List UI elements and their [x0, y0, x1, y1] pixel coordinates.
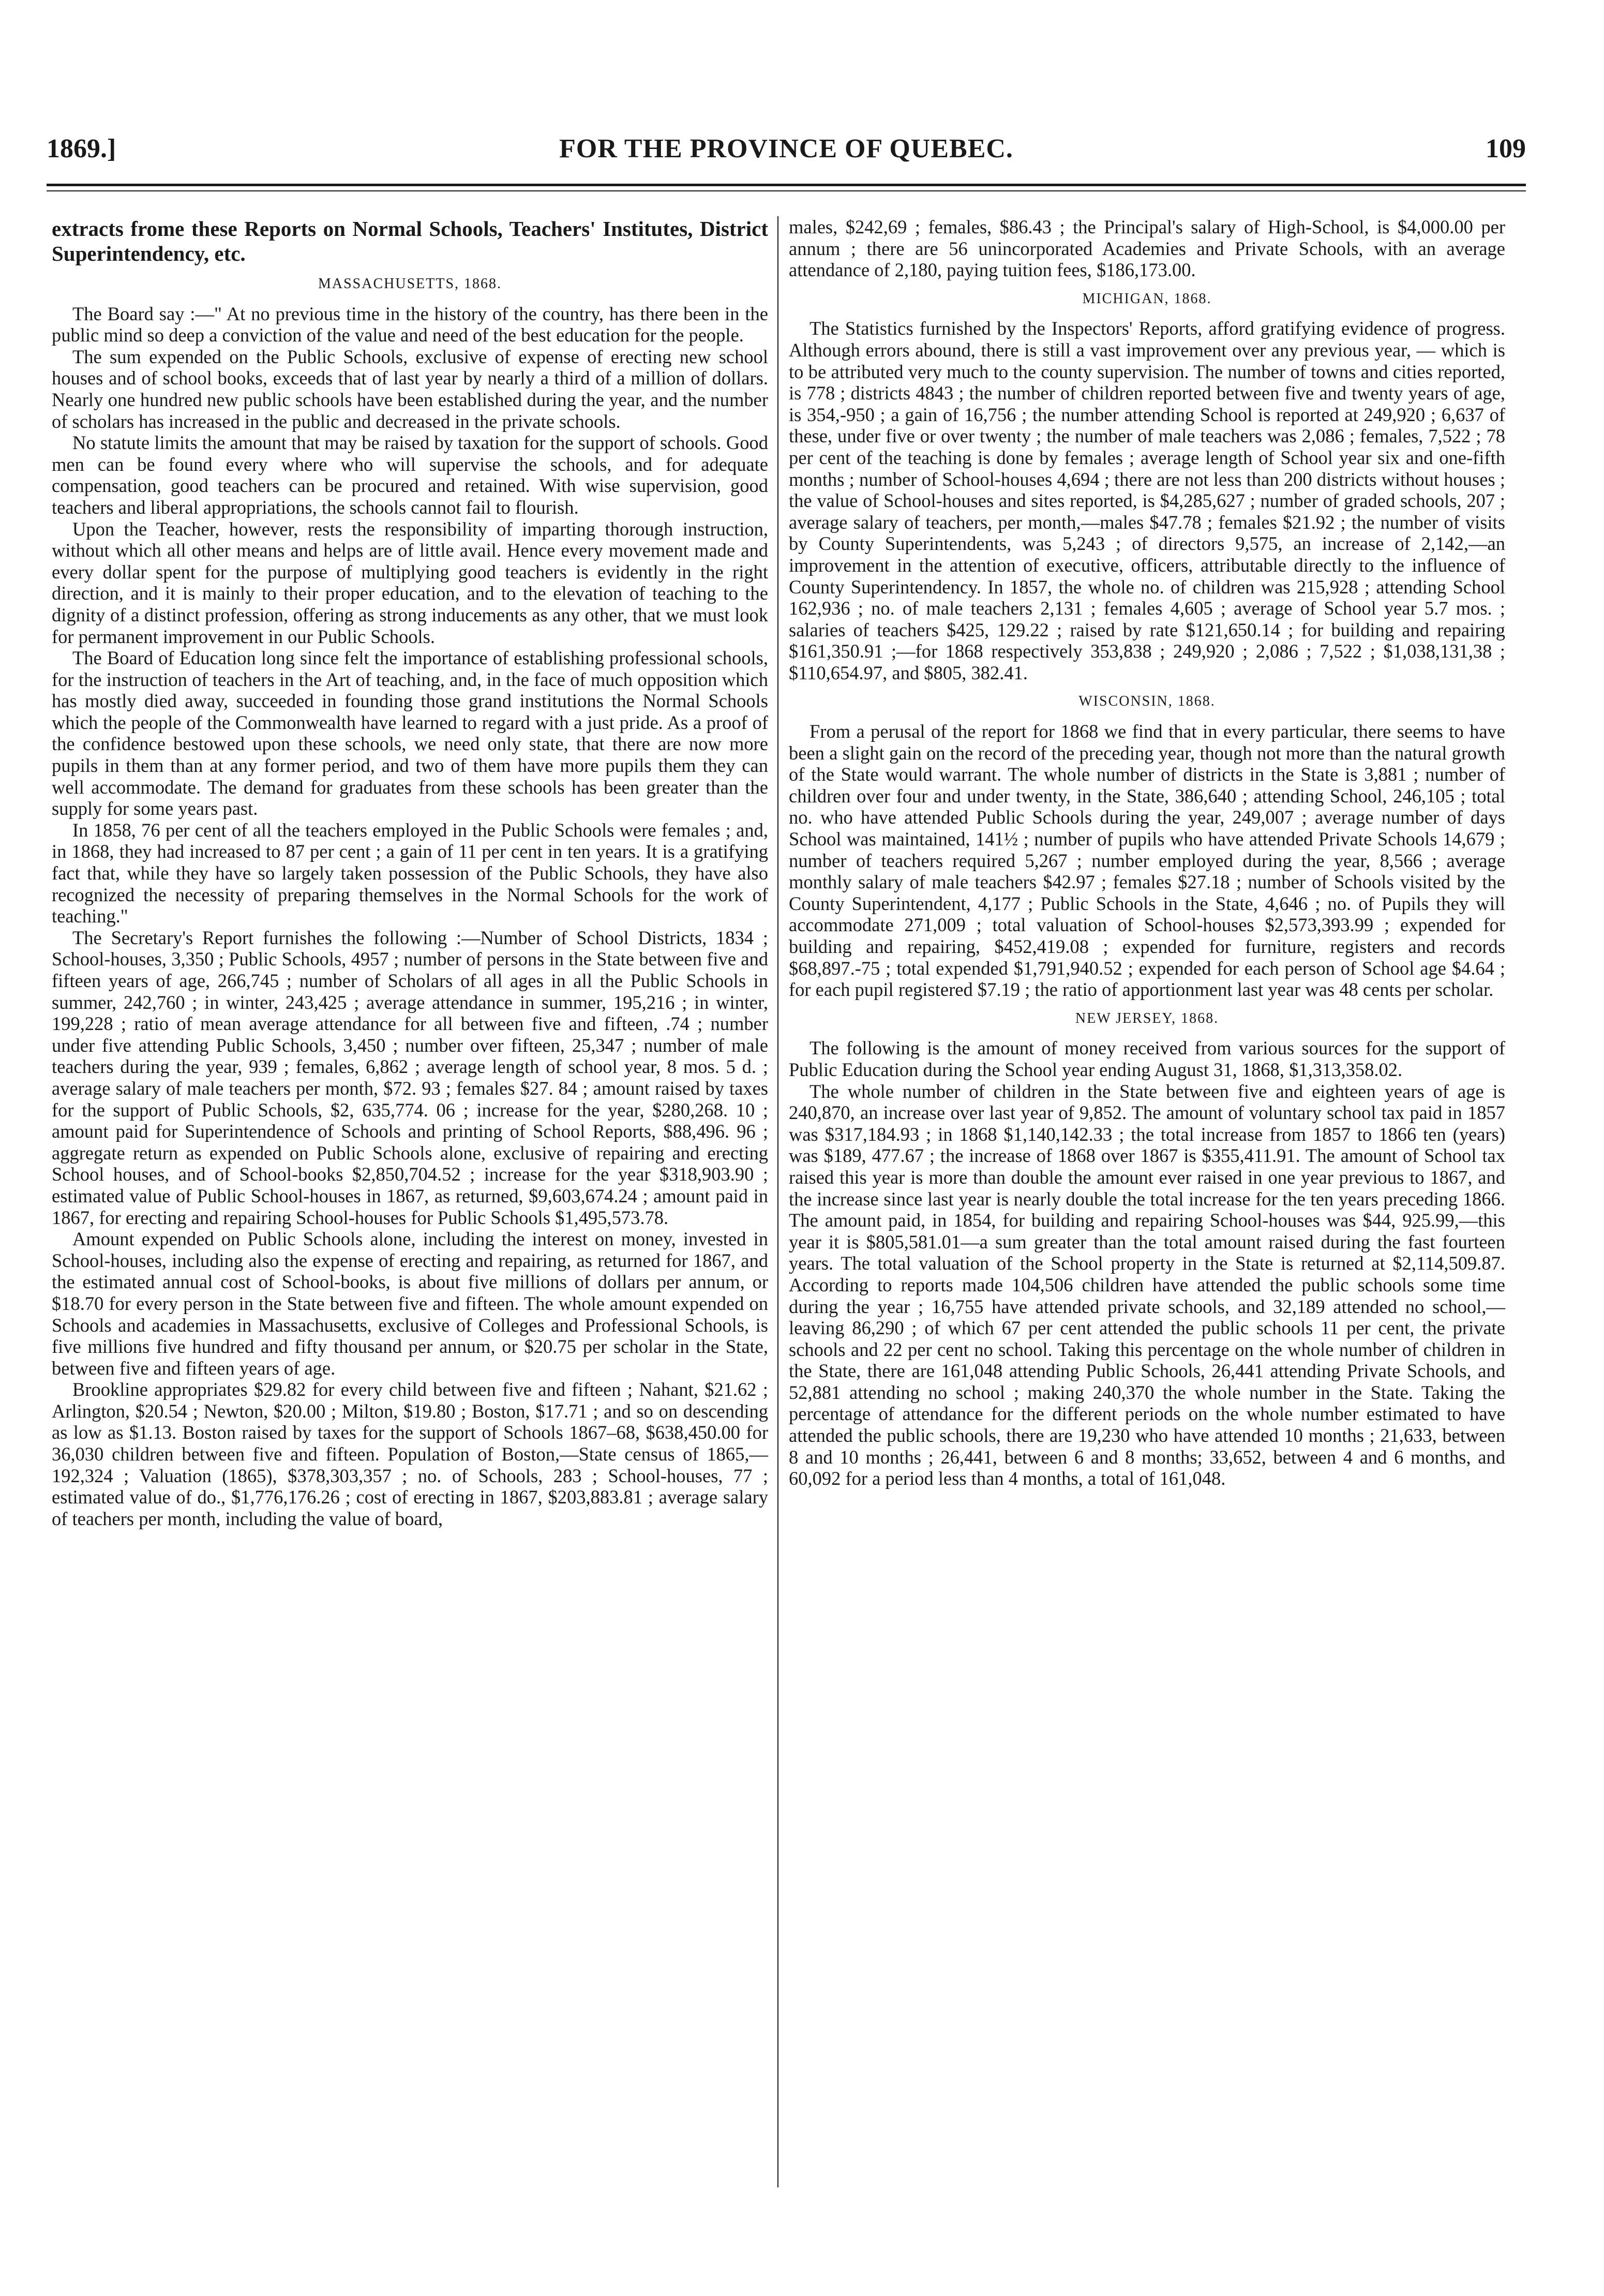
- section-heading-wisconsin: WISCONSIN, 1868.: [1078, 693, 1216, 710]
- right-column: [789, 216, 1505, 1489]
- column-divider: [777, 216, 778, 2187]
- section-heading-michigan: MICHIGAN, 1868.: [1082, 290, 1212, 307]
- massachusetts-paragraph: No statute limits the amount that may be raised by taxation for the support of schools. Good men can be found every where who will supervise the schools, and for adequate compensation, good teachers can be procured and retained. With wise supervision, good teachers and liberal appropriations, the schools cannot fail to flourish.: [52, 432, 768, 518]
- massachusetts-paragraph: The Secretary's Report furnishes the following :—Number of School Districts, 1834 ; School-houses, 3,350 ; Public Schools, 4957 ; number of persons in the State between five and fifteen years of age, 266,745 ; number of Scholars of all ages in all the Public Schools in summer, 242,760 ; in winter, 243,425 ; average attendance in summer, 195,216 ; in winter, 199,228 ; ratio of mean average attendance for all between five and fifteen, .74 ; number under five attending Public Schools, 3,450 ; number over fifteen, 25,347 ; number of male teachers during the year, 939 ; females, 6,862 ; average length of school year, 8 mos. 5 d. ; average salary of male teachers per month, $72. 93 ; females $27. 84 ; amount raised by taxes for the support of Public Schools, $2, 635,774. 06 ; increase for the year, $280,268. 10 ; amount paid for Superintendence of Schools and printing of School Reports, $88,496. 96 ; aggregate return as expended on Public Schools alone, exclusive of repairing and erecting School houses, and of School-books $2,850,704.52 ; increase for the year $318,903.90 ; estimated value of Public School-houses in 1867, as returned, $9,603,674.24 ; amount paid in 1867, for erecting and repairing School-houses for Public Schools $1,495,573.78.: [52, 927, 768, 1228]
- header-title: FOR THE PROVINCE OF QUEBEC.: [559, 134, 1013, 163]
- page-number: 109: [1486, 134, 1526, 163]
- massachusetts-paragraph: Brookline appropriates $29.82 for every child between five and fifteen ; Nahant, $21.62 ; Arlington, $20.54 ; Newton, $20.00 ; Milton, $19.80 ; Boston, $17.71 ; and so on descending as low as $1.13. Boston raised by taxes for the support of Schools 1867–68, $638,450.00 for 36,030 children between five and fifteen. Population of Boston,—State census of 1865,—192,324 ; Valuation (1865), $378,303,357 ; no. of Schools, 283 ; School-houses, 77 ; estimated value of do., $1,776,176.26 ; cost of erecting in 1867, $203,883.81 ; average salary of teachers per month, including the value of board,: [52, 1379, 768, 1529]
- new-jersey-paragraph: The whole number of children in the State between five and eighteen years of age is 240,870, an increase over last year of 9,852. The amount of voluntary school tax paid in 1857 was $317,184.93 ; in 1868 $1,140,142.33 ; the total increase from 1857 to 1866 ten (years) was $189, 477.67 ; the increase of 1868 over 1867 is $355,411.91. The amount of School tax raised this year is more than double the amount ever raised in one year previous to 1867, and the increase since last year is nearly double the total increase for the ten years preceding 1866. The amount paid, in 1854, for building and repairing School-houses was $44, 925.99,—this year it is $805,581.01—a sum greater than the total amount raised during the fast fourteen years. The total valuation of the School property in the State is returned at $2,114,509.87. According to reports made 104,506 children have attended the public schools some time during the year ; 16,755 have attended private schools, and 32,189 attended no school,—leaving 86,290 ; of which 67 per cent attended the public schools 11 per cent, the private schools and 22 per cent no school. Taking this percentage on the whole number of children in the State, there are 161,048 attending Public Schools, 26,441 attending Private Schools, and 52,881 attending no school ; making 240,370 the whole number in the State. Taking the percentage of attendance for the different periods on the whole number estimated to have attended the public schools, there are 19,230 who have attended 10 months ; 21,633, between 8 and 10 months ; 26,441, between 6 and 8 months; 33,652, between 4 and 6 months, and 60,092 for a period less than 4 months, a total of 161,048.: [789, 1080, 1505, 1489]
- massachusetts-paragraph: In 1858, 76 per cent of all the teachers employed in the Public Schools were females ; and, in 1868, they had increased to 87 per cent ; a gain of 11 per cent in ten years. It is a gratifying fact that, while they have so largely taken possession of the Public Schools, they have also recognized the necessity of preparing themselves in the Normal Schools for the work of teaching.": [52, 819, 768, 927]
- massachusetts-paragraph: The sum expended on the Public Schools, exclusive of expense of erecting new school houses and of school books, exceeds that of last year by nearly a third of a million of dollars. Nearly one hundred new public schools have been established during the year, and the number of scholars has increased in the public and decreased in the private schools.: [52, 346, 768, 432]
- massachusetts-continuation: males, $242,69 ; females, $86.43 ; the Principal's salary of High-School, is $4,000.00 per annum ; there are 56 unincorporated Academies and Private Schools, with an average attendance of 2,180, paying tuition fees, $186,173.00.: [789, 216, 1505, 281]
- left-column: [52, 216, 768, 1529]
- new-jersey-paragraph: The following is the amount of money received from various sources for the support of Public Education during the School year ending August 31, 1868, $1,313,358.02.: [789, 1037, 1505, 1080]
- massachusetts-paragraph: The Board say :—" At no previous time in the history of the country, has there been in the public mind so deep a conviction of the value and need of the best education for the people.: [52, 303, 768, 346]
- header-year: 1869.]: [47, 134, 116, 163]
- wisconsin-paragraph: From a perusal of the report for 1868 we find that in every particular, there seems to have been a slight gain on the record of the preceding year, though not more than the natural growth of the State would warrant. The whole number of districts in the State is 3,881 ; number of children over four and under twenty, in the State, 386,640 ; attending School, 246,105 ; total no. who have attended Public Schools during the year, 249,007 ; average number of days School was maintained, 141½ ; number of pupils who have attended Private Schools 14,679 ; number of teachers required 5,267 ; number employed during the year, 8,566 ; average monthly salary of male teachers $42.97 ; females $27.18 ; number of Schools visited by the County Superintendent, 4,177 ; Public Schools in the State, 4,646 ; no. of Pupils they will accommodate 271,009 ; total valuation of School-houses $2,573,393.99 ; expended for building and repairing, $452,419.08 ; expended for furniture, registers and records $68,897.-75 ; total expended $1,791,940.52 ; expended for each person of School age $4.64 ; for each pupil registered $7.19 ; the ratio of apportionment last year was 48 cents per scholar.: [789, 721, 1505, 1001]
- section-heading-new-jersey: NEW JERSEY, 1868.: [1075, 1010, 1219, 1026]
- section-heading-massachusetts: MASSACHUSETTS, 1868.: [318, 276, 502, 292]
- massachusetts-paragraph: The Board of Education long since felt the importance of establishing professional schools, for the instruction of teachers in the Art of teaching, and, in the face of much opposition which has mostly died away, succeeded in founding those grand institutions the Normal Schools which the people of the Commonwealth have learned to regard with a just pride. As a proof of the confidence bestowed upon these schools, we need only state, that there are now more pupils in them than at any former period, and two of them have more pupils them they can well accommodate. The demand for graduates from these schools has been greater than the supply for some years past.: [52, 647, 768, 819]
- intro-paragraph: extracts frome these Reports on Normal Schools, Teachers' Institutes, District Superintendency, etc.: [52, 217, 768, 265]
- massachusetts-paragraph: Amount expended on Public Schools alone, including the interest on money, invested in School-houses, including also the expense of erecting and repairing, as returned for 1867, and the estimated annual cost of School-books, is about five millions of dollars per annum, or $18.70 for every person in the State between five and fifteen. The whole amount expended on Schools and academies in Massachusetts, exclusive of Colleges and Professional Schools, is five millions five hundred and fifty thousand per annum, or $20.75 per scholar in the State, between five and fifteen years of age.: [52, 1228, 768, 1379]
- header-rule-thin: [47, 190, 1526, 191]
- header-rule-thick: [47, 184, 1526, 186]
- running-header: [47, 129, 1526, 171]
- massachusetts-paragraph: Upon the Teacher, however, rests the responsibility of imparting thorough instruction, without which all other means and helps are of little avail. Hence every movement made and every dollar spent for the purpose of multiplying good teachers is evidently in the right direction, and it is mainly to their proper education, and to the elevation of teaching to the dignity of a distinct profession, offering as strong inducements as any other, that we must look for permanent improvement in our Public Schools.: [52, 518, 768, 647]
- michigan-paragraph: The Statistics furnished by the Inspectors' Reports, afford gratifying evidence of progress. Although errors abound, there is still a vast improvement over any previous year, — which is to be attributed very much to the county supervision. The number of towns and cities reported, is 778 ; districts 4843 ; the number of children reported between five and twenty years of age, is 354,-950 ; a gain of 16,756 ; the number attending School is reported at 249,920 ; 6,637 of these, under five or over twenty ; the number of male teachers was 2,086 ; females, 7,522 ; 78 per cent of the teaching is done by females ; average length of School year six and one-fifth months ; number of School-houses 4,694 ; there are not less than 200 districts without houses ; the value of School-houses and sites reported, is $4,285,627 ; number of graded schools, 207 ; average salary of teachers, per month,—males $47.78 ; females $21.92 ; the number of visits by County Superintendents, was 5,243 ; of directors 9,575, an increase of 2,142,—an improvement in the attention of executive, officers, attributable directly to the influence of County Superintendency. In 1857, the whole no. of children was 215,928 ; attending School 162,936 ; no. of male teachers 2,131 ; females 4,605 ; average of School year 5.7 mos. ; salaries of teachers $425, 129.22 ; raised by rate $121,650.14 ; for building and repairing $161,350.91 ;—for 1868 respectively 353,838 ; 249,920 ; 2,086 ; 7,522 ; $1,038,131,38 ; $110,654.97, and $805, 382.41.: [789, 318, 1505, 683]
